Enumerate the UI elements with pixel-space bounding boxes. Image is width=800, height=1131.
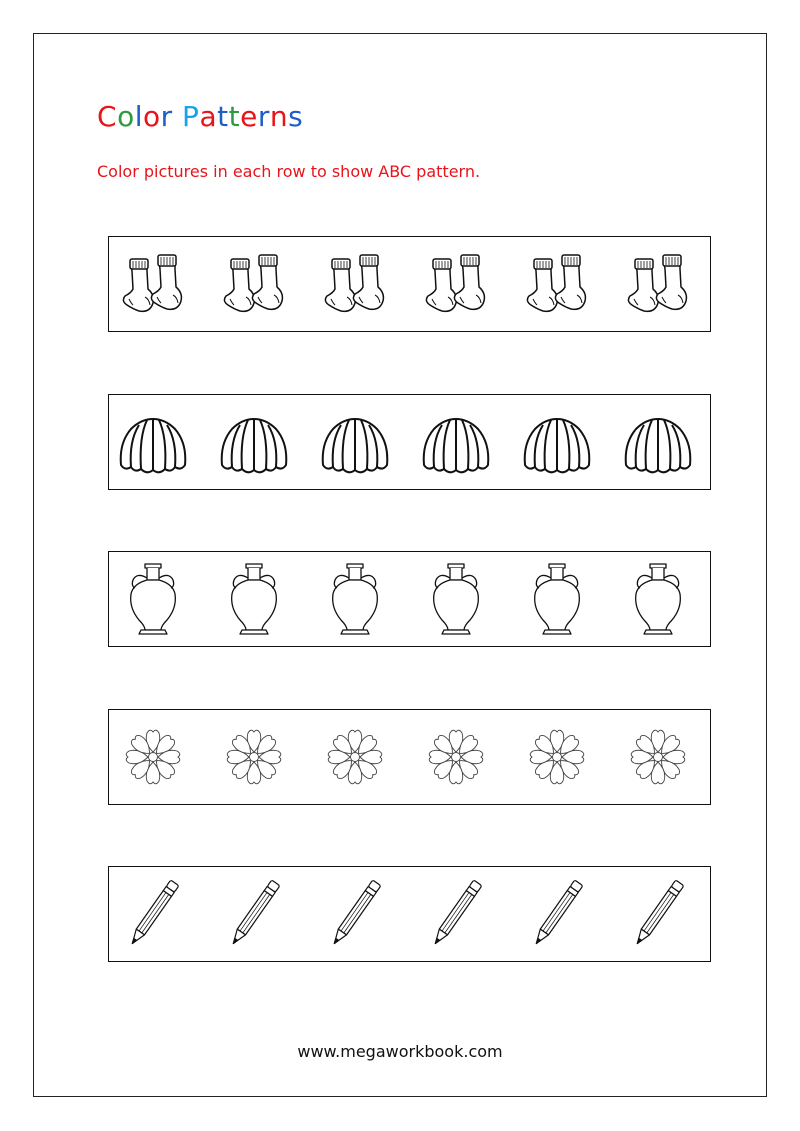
vase-icon: [420, 564, 492, 634]
flower-icon: [622, 722, 694, 792]
title-letter: P: [182, 100, 200, 133]
jelly-mold-icon: [521, 407, 593, 477]
jelly-mold-icon: [622, 407, 694, 477]
title-letter: C: [97, 100, 118, 133]
picture-row-vase: [108, 551, 711, 647]
title-letter: r: [257, 100, 270, 133]
jelly-mold-icon: [117, 407, 189, 477]
vase-icon: [218, 564, 290, 634]
instruction-text: Color pictures in each row to show ABC pattern.: [97, 162, 481, 181]
socks-icon: [622, 249, 694, 319]
socks-icon: [117, 249, 189, 319]
flower-icon: [218, 722, 290, 792]
picture-row-socks: [108, 236, 711, 332]
title-letter: [173, 100, 182, 133]
jelly-mold-icon: [218, 407, 290, 477]
title-letter: r: [160, 100, 173, 133]
pencil-icon: [420, 879, 492, 949]
title-letter: n: [269, 100, 289, 133]
flower-icon: [117, 722, 189, 792]
pencil-icon: [218, 879, 290, 949]
socks-icon: [319, 249, 391, 319]
picture-row-jelly-mold: [108, 394, 711, 490]
page-title: [97, 100, 303, 133]
flower-icon: [521, 722, 593, 792]
flower-icon: [420, 722, 492, 792]
footer-website: www.megaworkbook.com: [297, 1042, 503, 1061]
flower-icon: [319, 722, 391, 792]
socks-icon: [218, 249, 290, 319]
socks-icon: [521, 249, 593, 319]
pencil-icon: [117, 879, 189, 949]
title-letter: o: [142, 100, 161, 133]
pencil-icon: [521, 879, 593, 949]
title-letter: l: [134, 100, 143, 133]
socks-icon: [420, 249, 492, 319]
vase-icon: [319, 564, 391, 634]
title-letter: e: [240, 100, 258, 133]
jelly-mold-icon: [420, 407, 492, 477]
vase-icon: [622, 564, 694, 634]
picture-row-flower: [108, 709, 711, 805]
pencil-icon: [622, 879, 694, 949]
title-letter: t: [217, 100, 229, 133]
picture-row-pencil: [108, 866, 711, 962]
jelly-mold-icon: [319, 407, 391, 477]
pencil-icon: [319, 879, 391, 949]
title-letter: o: [117, 100, 135, 133]
title-letter: a: [199, 100, 218, 133]
vase-icon: [117, 564, 189, 634]
vase-icon: [521, 564, 593, 634]
title-letter: t: [228, 100, 241, 133]
title-letter: s: [288, 100, 304, 133]
